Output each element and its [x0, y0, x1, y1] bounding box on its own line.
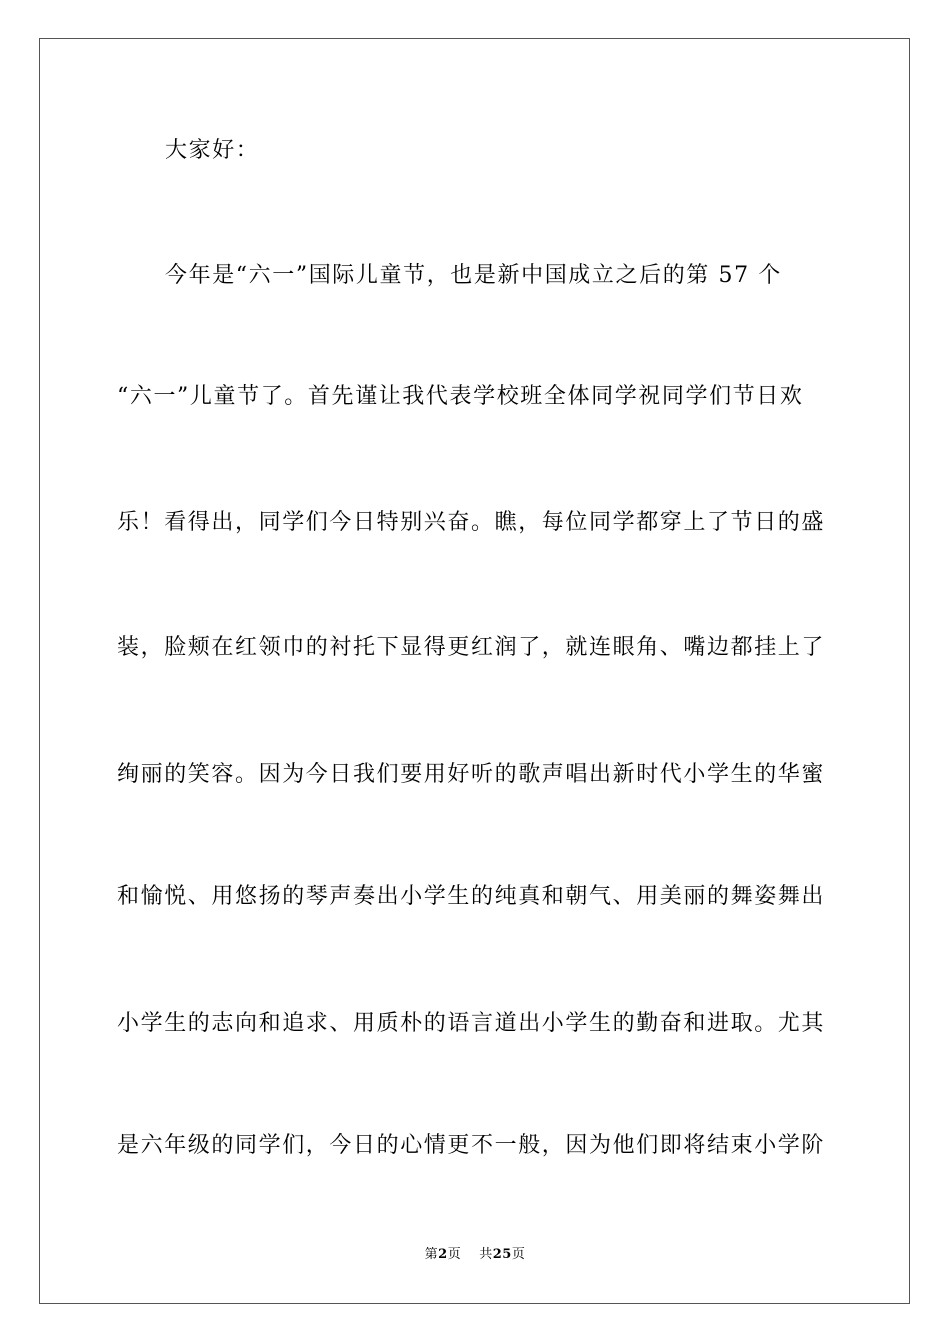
footer-total-prefix: 共 — [479, 1247, 493, 1262]
footer-total-pages: 25 — [492, 1247, 512, 1262]
paragraph-line-5: 绚丽的笑容。因为今日我们要用好听的歌声唱出新时代小学生的华蜜 — [117, 762, 826, 787]
paragraph-line-1: 今年是“六一”国际儿童节，也是新中国成立之后的第 57 个 — [165, 263, 782, 288]
paragraph-line-6: 和愉悦、用悠扬的琴声奏出小学生的纯真和朝气、用美丽的舞姿舞出 — [117, 884, 826, 909]
paragraph-line-3: 乐！看得出，同学们今日特别兴奋。瞧，每位同学都穿上了节日的盛 — [117, 510, 826, 535]
footer-page-number: 2 — [438, 1247, 448, 1262]
footer-page-prefix: 第 — [424, 1247, 439, 1262]
paragraph-line-4: 装，脸颊在红领巾的衬托下显得更红润了，就连眼角、嘴边都挂上了 — [117, 635, 826, 660]
paragraph-line-2: “六一”儿童节了。首先谨让我代表学校班全体同学祝同学们节日欢 — [117, 384, 804, 409]
paragraph-line-8: 是六年级的同学们，今日的心情更不一般，因为他们即将结束小学阶 — [117, 1133, 826, 1158]
greeting-line: 大家好： — [165, 138, 260, 163]
paragraph-line-7: 小学生的志向和追求、用质朴的语言道出小学生的勤奋和进取。尤其 — [117, 1011, 826, 1036]
footer-total-suffix: 页 — [511, 1247, 526, 1262]
page-frame — [39, 38, 910, 1304]
footer-page-suffix: 页 — [447, 1247, 462, 1262]
page-footer — [0, 1246, 950, 1264]
